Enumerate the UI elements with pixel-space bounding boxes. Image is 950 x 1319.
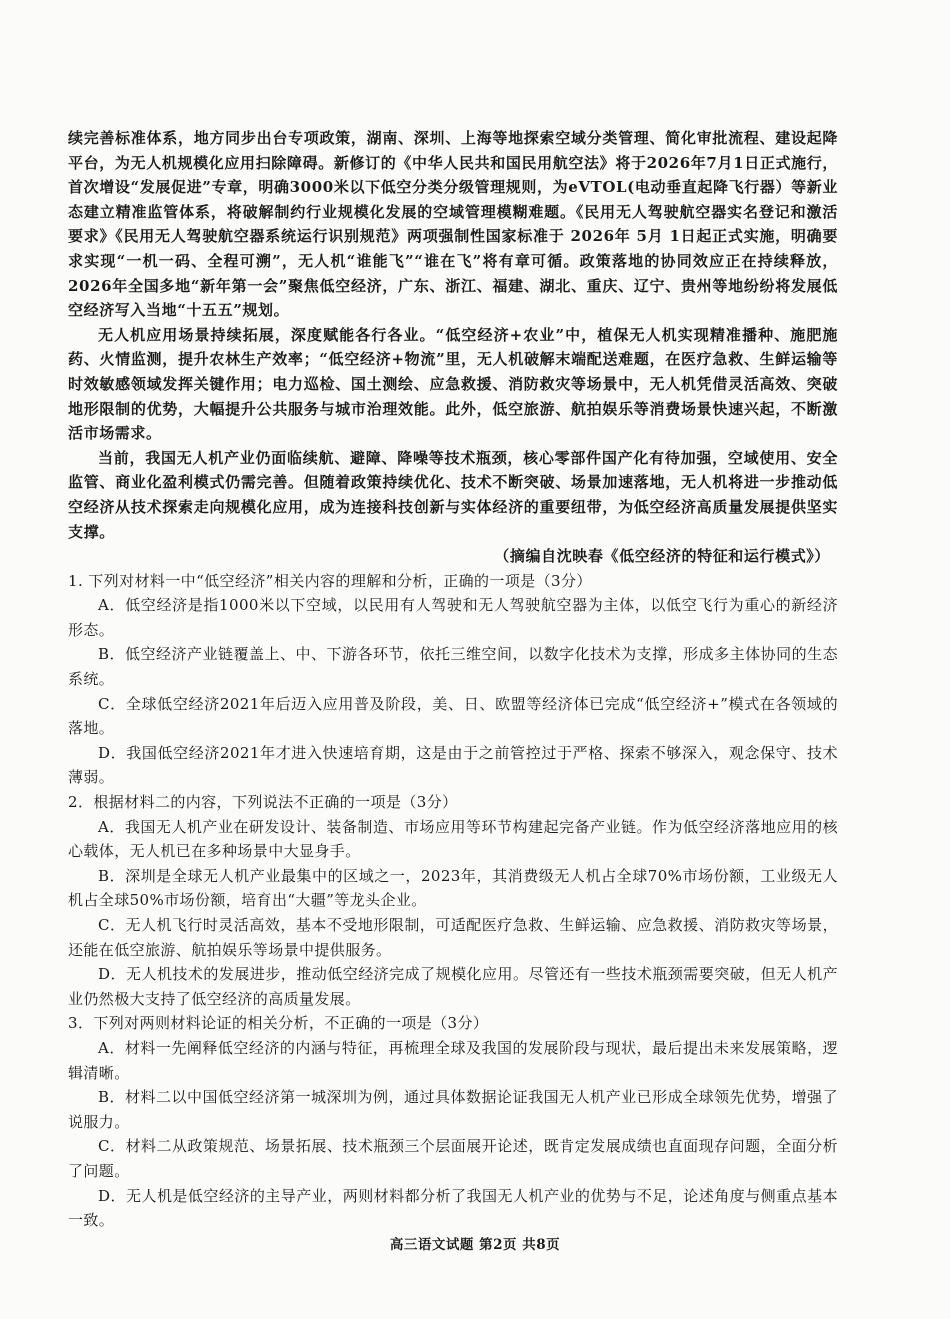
option-a: A．低空经济是指1000米以下空域，以民用有人驾驶和无人驾驶航空器为主体，以低空飞行为重心的新经济形态。 bbox=[68, 596, 838, 639]
option-b: B．深圳是全球无人机产业最集中的区域之一，2023年，其消费级无人机占全球70%市场份额，工业级无人机占全球50%市场份额，培育出“大疆”等龙头企业。 bbox=[68, 866, 838, 910]
question-1 bbox=[68, 569, 838, 790]
page-content bbox=[68, 126, 838, 1233]
option-d: D．无人机是低空经济的主导产业，两则材料都分析了我国无人机产业的优势与不足，论述角度与侧重点基本一致。 bbox=[68, 1186, 838, 1230]
passage-source: （摘编自沈映春《低空经济的特征和运行模式》） bbox=[494, 547, 830, 566]
option-a: A．材料一先阐释低空经济的内涵与特征，再梳理全球及我国的发展阶段与现状，最后提出未来发展策略，逻辑清晰。 bbox=[68, 1038, 838, 1082]
question-2 bbox=[68, 790, 838, 1011]
question-stem: 1. 下列对材料一中“低空经济”相关内容的理解和分析，正确的一项是（3分） bbox=[68, 571, 592, 590]
option-b: B．低空经济产业链覆盖上、中、下游各环节，依托三维空间，以数字化技术为支撑，形成多主体协同的生态系统。 bbox=[68, 645, 838, 689]
option-d: D．我国低空经济2021年才进入快速培育期，这是由于之前管控过于严格、探索不够深入，观念保守、技术薄弱。 bbox=[68, 743, 838, 787]
passage-paragraph-1: 续完善标准体系，地方同步出台专项政策，湖南、深圳、上海等地探索空域分类管理、简化审批流程、建设起降平台，为无人机规模化应用扫除障碍。新修订的《中华人民共和国民用航空法》将于2026年7月1日正式施行，首次增设“发展促进”专章，明确3000米以下低空分类分级管理规则，为eVTOL(电动垂直起降飞行器）等新业态建立精准监管体系，将破解制约行业规模化发展的空域管理模糊难题。《民用无人驾驶航空器实名登记和激活要求》《民用无人驾驶航空器系统运行识别规范》两项强制性国家标准于 2026年 5月 1日起正式实施，明确要求实现“一机一码、全程可溯”，无人机“谁能飞”“谁在飞”将有章可循。政策落地的协同效应正在持续释放，2026年全国多地“新年第一会”聚焦低空经济，广东、浙江、福建、湖北、重庆、辽宁、贵州等地纷纷将发展低空经济写入当地“十五五”规划。 bbox=[68, 129, 838, 320]
option-d: D．无人机技术的发展进步，推动低空经济完成了规模化应用。尽管还有一些技术瓶颈需要突破，但无人机产业仍然极大支持了低空经济的高质量发展。 bbox=[68, 965, 838, 1008]
question-stem: 3．下列对两则材料论证的相关分析，不正确的一项是（3分） bbox=[68, 1014, 489, 1033]
passage-paragraph-3: 当前，我国无人机产业仍面临续航、避障、降噪等技术瓶颈，核心零部件国产化有待加强，空域使用、安全监管、商业化盈利模式仍需完善。但随着政策持续优化、技术不断突破、场景加速落地，无人机将进一步推动低空经济从技术探索走向规模化应用，成为连接科技创新与实体经济的重要纽带，为低空经济高质量发展提供坚实支撑。 bbox=[68, 448, 838, 541]
passage-paragraph-2: 无人机应用场景持续拓展，深度赋能各行各业。“低空经济+农业”中，植保无人机实现精准播种、施肥施药、火情监测，提升农林生产效率；“低空经济+物流”里，无人机破解末端配送难题，在医疗急救、生鲜运输等时效敏感领域发挥关键作用；电力巡检、国土测绘、应急救援、消防救灾等场景中，无人机凭借灵活高效、突破地形限制的优势，大幅提升公共服务与城市治理效能。此外，低空旅游、航拍娱乐等消费场景快速兴起，不断激活市场需求。 bbox=[68, 325, 838, 443]
option-c: C．材料二从政策规范、场景拓展、技术瓶颈三个层面展开论述，既肯定发展成绩也直面现存问题，全面分析了问题。 bbox=[68, 1137, 838, 1180]
option-c: C．全球低空经济2021年后迈入应用普及阶段，美、日、欧盟等经济体已完成“低空经济+”模式在各领域的落地。 bbox=[68, 694, 838, 738]
question-stem: 2．根据材料二的内容，下列说法不正确的一项是（3分） bbox=[68, 793, 458, 812]
option-c: C．无人机飞行时灵活高效，基本不受地形限制，可适配医疗急救、生鲜运输、应急救援、消防救灾等场景，还能在低空旅游、航拍娱乐等场景中提供服务。 bbox=[68, 916, 838, 959]
option-b: B．材料二以中国低空经济第一城深圳为例，通过具体数据论证我国无人机产业已形成全球领先优势，增强了说服力。 bbox=[68, 1088, 838, 1131]
question-3 bbox=[68, 1011, 838, 1232]
page-footer: 高三语文试题 第2页 共8页 bbox=[389, 1237, 561, 1253]
option-a: A．我国无人机产业在研发设计、装备制造、市场应用等环节构建起完备产业链。作为低空经济落地应用的核心载体，无人机已在多种场景中大显身手。 bbox=[68, 817, 838, 861]
reading-passage bbox=[68, 126, 838, 569]
